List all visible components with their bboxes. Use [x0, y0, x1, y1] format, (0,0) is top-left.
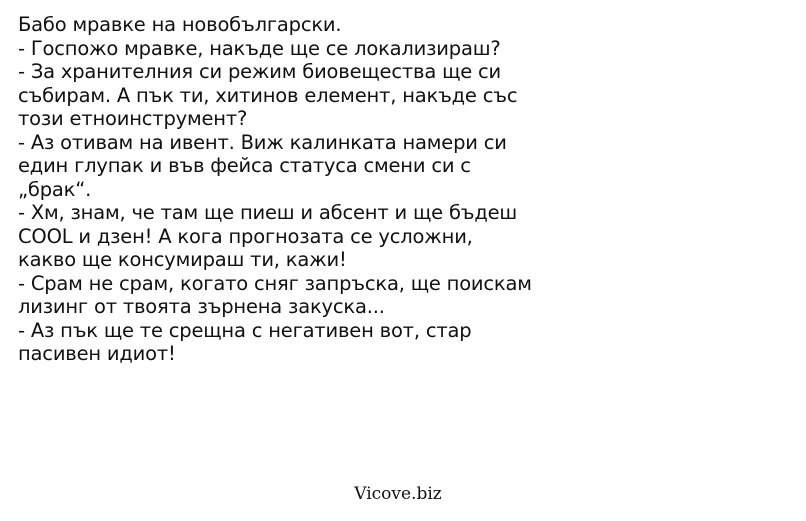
joke-line: събирам. А пък ти, хитинов елемент, накъде със [18, 83, 518, 107]
joke-line: - Срам не срам, когато сняг запръска, ще поискам [18, 271, 532, 295]
joke-line: - Аз отивам на ивент. Виж калинката намери си [18, 130, 507, 154]
joke-line: този етноинструмент? [18, 107, 248, 130]
joke-line: пасивен идиот! [18, 342, 176, 365]
joke-line: - Госпожо мравке, накъде ще се локализираш? [18, 36, 501, 60]
joke-line: „брак“. [18, 177, 92, 201]
joke-line: - Хм, знам, че там ще пиеш и абсент и ще бъдеш [18, 201, 518, 224]
joke-line: COOL и дзен! А кога прогнозата се усложни, [18, 224, 473, 248]
joke-line: лизинг от твоята зърнена закуска... [18, 295, 385, 318]
joke-line: Бабо мравке на новобългарски. [18, 13, 342, 36]
joke-text [18, 13, 788, 366]
joke-line: един глупак и във фейса статуса смени си с [18, 154, 471, 177]
joke-line: какво ще консумираш ти, кажи! [18, 248, 347, 271]
site-watermark: Vicove.biz [354, 484, 442, 504]
joke-line: - За хранителния си режим биовещества ще си [18, 60, 502, 83]
joke-line: - Аз пък ще те срещна с негативен вот, стар [18, 318, 472, 342]
